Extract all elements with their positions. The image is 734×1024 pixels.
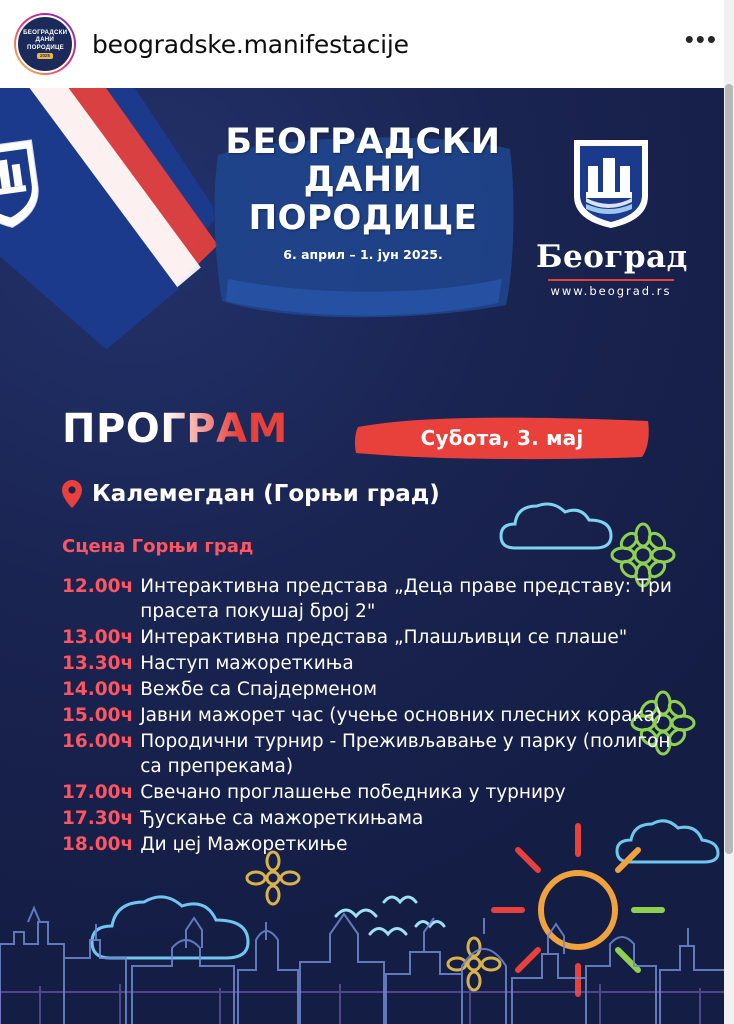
program-heading: ПРОГРАМ — [62, 406, 288, 452]
avatar[interactable] — [14, 13, 76, 75]
stage-label: Сцена Горњи град — [62, 536, 254, 557]
post-header — [0, 0, 734, 88]
schedule-list — [62, 574, 692, 858]
schedule-item — [62, 574, 692, 624]
crest-divider — [548, 279, 674, 281]
schedule-time: 15.00ч — [62, 705, 134, 726]
schedule-item — [62, 729, 692, 779]
cloud-doodle-1 — [495, 486, 625, 566]
poster-dates: 6. април – 1. јун 2025. — [283, 247, 443, 262]
belgrade-skyline-illustration — [0, 874, 734, 1024]
schedule-description: Свечано проглашење победника у турниру — [140, 782, 566, 803]
poster-title-block — [218, 123, 508, 262]
avatar-image — [16, 15, 74, 73]
schedule-time: 13.00ч — [62, 627, 134, 648]
schedule-time: 17.00ч — [62, 782, 134, 803]
poster-title-line-2: ДАНИ — [303, 160, 423, 200]
scrollbar-track[interactable] — [724, 0, 734, 1024]
schedule-item — [62, 651, 692, 676]
avatar-line-3: ПОРОДИЦЕ — [26, 43, 64, 51]
schedule-description: Јавни мажорет час (учење основних плесних корака) — [140, 705, 663, 726]
more-options-icon[interactable]: ••• — [684, 24, 718, 54]
schedule-time: 12.00ч — [62, 576, 134, 597]
schedule-description: Ди џеј Мажореткиње — [140, 834, 348, 855]
poster-title-line-3: ПОРОДИЦЕ — [248, 198, 478, 238]
schedule-item — [62, 806, 692, 831]
crest-city-name: Београд — [536, 239, 688, 275]
belgrade-crest-icon — [568, 136, 654, 232]
ribbon-decoration — [0, 88, 232, 379]
schedule-description: Наступ мажореткиња — [140, 653, 354, 674]
location-row — [62, 480, 440, 508]
schedule-description: Породични турнир - Преживљавање у парку (полигон са препрекама) — [140, 731, 671, 777]
schedule-time: 13.30ч — [62, 653, 134, 674]
schedule-item — [62, 832, 692, 857]
day-badge — [352, 415, 652, 461]
location-label: Калемегдан (Горњи град) — [92, 481, 440, 507]
schedule-description: Интерактивна представа „Деца праве представу: Три прасета покушај број 2" — [140, 576, 672, 622]
schedule-description: Интерактивна представа „Плашљивци се плаше" — [140, 627, 628, 648]
schedule-description: Вежбе са Спајдерменом — [140, 679, 378, 700]
schedule-time: 18.00ч — [62, 834, 134, 855]
post-image[interactable] — [0, 88, 734, 1024]
crest-website: www.beograd.rs — [550, 284, 672, 298]
schedule-item — [62, 703, 692, 728]
account-username[interactable]: beogradske.manifestacije — [92, 29, 409, 59]
scrollbar-thumb[interactable] — [725, 84, 733, 854]
avatar-line-2: ДАНИ — [35, 36, 55, 44]
schedule-time: 16.00ч — [62, 731, 134, 752]
avatar-badge: 2025 — [37, 53, 53, 59]
schedule-time: 17.30ч — [62, 808, 134, 829]
schedule-description: Ђускање са мажореткињама — [140, 808, 424, 829]
schedule-item — [62, 625, 692, 650]
day-badge-label: Субота, 3. мај — [420, 426, 584, 450]
schedule-time: 14.00ч — [62, 679, 134, 700]
avatar-line-1: БЕОГРАДСКИ — [22, 28, 68, 36]
belgrade-crest-block — [536, 136, 686, 298]
poster-title-line-1: БЕОГРАДСКИ — [225, 122, 501, 162]
location-pin-icon — [62, 480, 82, 508]
schedule-item — [62, 780, 692, 805]
schedule-item — [62, 677, 692, 702]
